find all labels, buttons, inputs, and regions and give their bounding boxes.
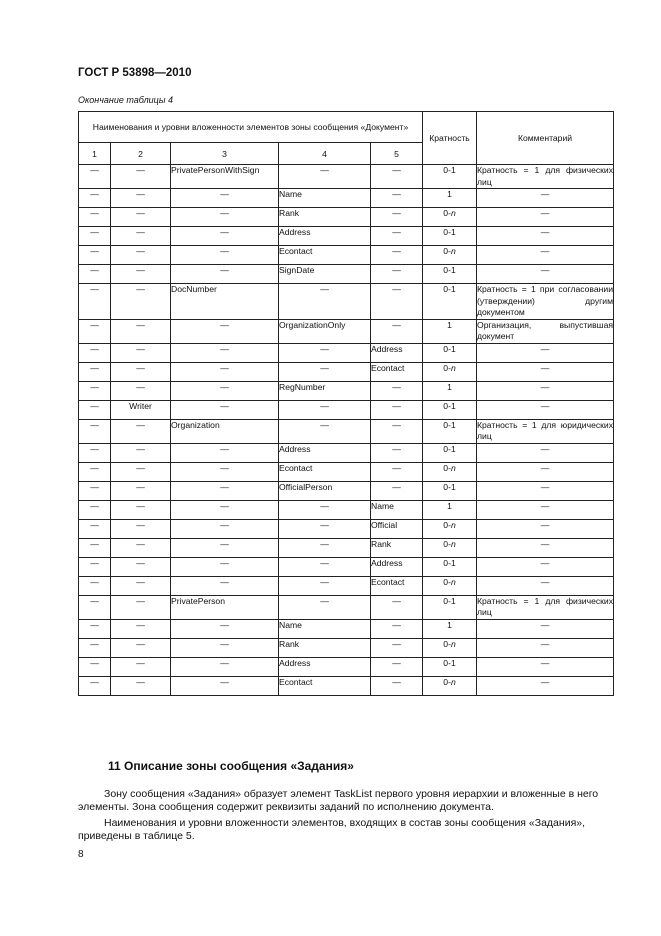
table-cell: — <box>171 227 279 246</box>
table-cell: 0-1 <box>423 400 477 419</box>
table-cell: — <box>111 619 171 638</box>
table-cell: — <box>79 265 111 284</box>
table-row <box>79 319 614 343</box>
table-cell: — <box>171 676 279 695</box>
table-cell: 0-1 <box>423 265 477 284</box>
table-cell: — <box>371 419 423 443</box>
table-cell: — <box>477 557 614 576</box>
elements-table <box>78 111 614 696</box>
table-cell: — <box>79 227 111 246</box>
table-cell: — <box>371 208 423 227</box>
table-cell: — <box>371 676 423 695</box>
table-cell: Writer <box>111 400 171 419</box>
table-cell: Econtact <box>371 576 423 595</box>
table-cell: 0-n <box>423 638 477 657</box>
table-cell: — <box>279 500 371 519</box>
table-cell: — <box>371 638 423 657</box>
table-cell: — <box>171 519 279 538</box>
table-row <box>79 246 614 265</box>
table-cell: — <box>477 481 614 500</box>
level-number: 2 <box>111 143 171 165</box>
table-cell: — <box>79 481 111 500</box>
table-cell: — <box>477 619 614 638</box>
table-row <box>79 208 614 227</box>
table-cell: — <box>79 538 111 557</box>
table-cell: 1 <box>423 319 477 343</box>
table-cell: — <box>111 462 171 481</box>
table-cell: — <box>111 481 171 500</box>
table-cell: — <box>371 381 423 400</box>
table-cell: — <box>477 246 614 265</box>
table-cell: — <box>477 227 614 246</box>
table-cell: Address <box>279 443 371 462</box>
body-paragraph: Наименования и уровни вложенности элементов, входящих в состав зоны сообщения «Задания», приведены в таблице 5. <box>78 817 586 842</box>
table-cell: Address <box>279 657 371 676</box>
table-cell: — <box>79 284 111 320</box>
table-cell: — <box>79 443 111 462</box>
table-cell: PrivatePerson <box>171 595 279 619</box>
table-cell: — <box>111 284 171 320</box>
header-multiplicity: Кратность <box>423 112 477 165</box>
table-row <box>79 400 614 419</box>
table-cell: — <box>79 519 111 538</box>
table-row <box>79 227 614 246</box>
table-cell: — <box>371 443 423 462</box>
table-cell: 0-1 <box>423 595 477 619</box>
table-cell: 1 <box>423 619 477 638</box>
table-cell: — <box>371 619 423 638</box>
table-row <box>79 284 614 320</box>
table-cell: — <box>477 462 614 481</box>
table-cell: — <box>79 246 111 265</box>
table-cell: — <box>279 284 371 320</box>
table-cell: — <box>477 362 614 381</box>
table-cell: — <box>111 519 171 538</box>
table-cell: — <box>171 208 279 227</box>
table-row <box>79 165 614 189</box>
table-cell: — <box>171 638 279 657</box>
table-cell: — <box>79 676 111 695</box>
table-cell: — <box>171 500 279 519</box>
table-cell: 0-1 <box>423 284 477 320</box>
table-cell: — <box>371 265 423 284</box>
table-cell: — <box>171 557 279 576</box>
table-cell: — <box>79 165 111 189</box>
table-cell: Econtact <box>371 362 423 381</box>
level-number: 3 <box>171 143 279 165</box>
table-cell: — <box>111 443 171 462</box>
table-cell: — <box>279 576 371 595</box>
table-cell: — <box>111 246 171 265</box>
table-cell: — <box>279 362 371 381</box>
table-cell: Address <box>371 557 423 576</box>
table-cell: Organization <box>171 419 279 443</box>
table-cell: — <box>171 381 279 400</box>
table-cell: — <box>477 676 614 695</box>
table-caption: Окончание таблицы 4 <box>78 95 173 105</box>
table-cell: — <box>279 557 371 576</box>
table-row <box>79 619 614 638</box>
table-body <box>79 165 614 696</box>
table-cell: — <box>477 265 614 284</box>
table-cell: Name <box>371 500 423 519</box>
table-cell: Econtact <box>279 676 371 695</box>
level-number: 5 <box>371 143 423 165</box>
header-comment: Комментарий <box>477 112 614 165</box>
table-cell: 0-1 <box>423 165 477 189</box>
table-cell: — <box>79 619 111 638</box>
table-row <box>79 638 614 657</box>
section-heading: 11 Описание зоны сообщения «Задания» <box>108 759 354 773</box>
table-cell: — <box>477 381 614 400</box>
table-cell: DocNumber <box>171 284 279 320</box>
table-cell: — <box>279 419 371 443</box>
table-cell: — <box>111 657 171 676</box>
table-cell: — <box>79 362 111 381</box>
table-row <box>79 443 614 462</box>
table-cell: Official <box>371 519 423 538</box>
table-cell: OrganizationOnly <box>279 319 371 343</box>
table-cell: — <box>279 519 371 538</box>
table-cell: — <box>79 419 111 443</box>
table-cell: — <box>171 362 279 381</box>
table-cell: — <box>79 189 111 208</box>
table-cell: — <box>371 246 423 265</box>
table-cell: — <box>79 319 111 343</box>
table-cell: 0-n <box>423 462 477 481</box>
level-number: 1 <box>79 143 111 165</box>
table-cell: — <box>477 400 614 419</box>
table-cell: Кратность = 1 для физических лиц <box>477 165 614 187</box>
table-cell: — <box>111 343 171 362</box>
table-cell: — <box>371 481 423 500</box>
table-cell: — <box>477 576 614 595</box>
table-row <box>79 676 614 695</box>
table-cell: — <box>79 343 111 362</box>
table-row <box>79 343 614 362</box>
header-group: Наименования и уровни вложенности элементов зоны сообщения «Документ» <box>79 112 423 143</box>
table-cell: — <box>111 362 171 381</box>
table-row <box>79 657 614 676</box>
table-cell: 0-1 <box>423 443 477 462</box>
table-cell: — <box>111 595 171 619</box>
table-cell: — <box>371 319 423 343</box>
table-cell: — <box>171 343 279 362</box>
table-cell: 0-1 <box>423 227 477 246</box>
table-row <box>79 576 614 595</box>
table-cell: — <box>79 208 111 227</box>
table-cell: — <box>111 227 171 246</box>
table-cell: — <box>171 400 279 419</box>
table-cell: — <box>477 638 614 657</box>
table-cell: Address <box>279 227 371 246</box>
table-cell: 0-1 <box>423 481 477 500</box>
table-cell: — <box>477 208 614 227</box>
table-cell: — <box>477 657 614 676</box>
table-row <box>79 595 614 619</box>
table-cell: — <box>79 576 111 595</box>
table-cell: — <box>279 400 371 419</box>
table-cell: 0-n <box>423 246 477 265</box>
table-cell: — <box>371 657 423 676</box>
table-cell: — <box>477 189 614 208</box>
table-cell: — <box>111 638 171 657</box>
table-cell: — <box>371 462 423 481</box>
table-cell: — <box>279 343 371 362</box>
table-cell: Организация, выпустившая документ <box>477 319 614 341</box>
body-paragraph: Зону сообщения «Задания» образует элемент TaskList первого уровня иерархии и вложенные в него элементы. Зона сообщения содержит реквизиты заданий по исполнению документа. <box>78 788 599 813</box>
table-cell: Rank <box>279 208 371 227</box>
table-cell: 0-n <box>423 576 477 595</box>
table-cell: — <box>371 595 423 619</box>
table-cell: — <box>111 500 171 519</box>
table-row <box>79 265 614 284</box>
table-cell: — <box>171 481 279 500</box>
table-cell: — <box>79 500 111 519</box>
table-cell: — <box>111 576 171 595</box>
table-cell: — <box>477 500 614 519</box>
table-cell: — <box>477 538 614 557</box>
table-cell: PrivatePersonWithSign <box>171 165 279 189</box>
table-row <box>79 362 614 381</box>
table-cell: OfficialPerson <box>279 481 371 500</box>
table-cell: — <box>111 165 171 189</box>
table-cell: — <box>171 189 279 208</box>
table-cell: RegNumber <box>279 381 371 400</box>
table-cell: — <box>171 319 279 343</box>
table-cell: Name <box>279 189 371 208</box>
table-cell: — <box>171 538 279 557</box>
table-cell: — <box>371 284 423 320</box>
table-cell: 0-n <box>423 362 477 381</box>
table-row <box>79 381 614 400</box>
table-cell: — <box>171 576 279 595</box>
table-cell: — <box>171 462 279 481</box>
table-cell: — <box>79 381 111 400</box>
table-cell: — <box>111 676 171 695</box>
table-cell: SignDate <box>279 265 371 284</box>
table-cell: 0-n <box>423 676 477 695</box>
table-cell: 0-n <box>423 538 477 557</box>
table-cell: — <box>111 538 171 557</box>
table-cell: — <box>371 227 423 246</box>
table-cell: — <box>111 381 171 400</box>
table-row <box>79 189 614 208</box>
table-cell: — <box>79 462 111 481</box>
table-cell: — <box>79 400 111 419</box>
table-cell: — <box>79 657 111 676</box>
table-row <box>79 519 614 538</box>
table-cell: — <box>111 419 171 443</box>
document-title: ГОСТ Р 53898—2010 <box>78 67 192 79</box>
table-cell: 1 <box>423 500 477 519</box>
table-cell: 1 <box>423 381 477 400</box>
table-cell: 0-1 <box>423 343 477 362</box>
table-cell: 0-n <box>423 519 477 538</box>
table-cell: Rank <box>371 538 423 557</box>
table-cell: 0-1 <box>423 657 477 676</box>
table-cell: 0-1 <box>423 419 477 443</box>
table-cell: — <box>171 246 279 265</box>
table-row <box>79 538 614 557</box>
page-number: 8 <box>78 849 84 860</box>
table-cell: — <box>111 265 171 284</box>
table-cell: — <box>477 443 614 462</box>
table-row <box>79 419 614 443</box>
table-row <box>79 557 614 576</box>
table-cell: Econtact <box>279 246 371 265</box>
table-cell: — <box>171 443 279 462</box>
table-cell: 0-n <box>423 208 477 227</box>
table-cell: — <box>171 657 279 676</box>
table-cell: — <box>111 557 171 576</box>
level-number: 4 <box>279 143 371 165</box>
table-cell: — <box>171 619 279 638</box>
table-cell: Кратность = 1 при согласовании (утверждении) другим документом <box>477 284 614 317</box>
table-cell: — <box>279 165 371 189</box>
table-cell: — <box>79 638 111 657</box>
table-cell: — <box>279 595 371 619</box>
table-cell: 1 <box>423 189 477 208</box>
table-cell: — <box>477 343 614 362</box>
table-cell: Кратность = 1 для юридических лиц <box>477 419 614 441</box>
table-cell: Rank <box>279 638 371 657</box>
table-row <box>79 500 614 519</box>
table-row <box>79 481 614 500</box>
table-cell: — <box>279 538 371 557</box>
table-cell: — <box>111 319 171 343</box>
table-cell: Econtact <box>279 462 371 481</box>
table-cell: — <box>79 595 111 619</box>
table-cell: 0-1 <box>423 557 477 576</box>
table-cell: — <box>79 557 111 576</box>
table-cell: Address <box>371 343 423 362</box>
table-cell: — <box>111 208 171 227</box>
table-cell: — <box>111 189 171 208</box>
table-row <box>79 462 614 481</box>
table-cell: — <box>371 400 423 419</box>
table-cell: Name <box>279 619 371 638</box>
table-cell: — <box>171 265 279 284</box>
table-cell: — <box>477 519 614 538</box>
table-cell: Кратность = 1 для физических лиц <box>477 595 614 617</box>
table-cell: — <box>371 189 423 208</box>
table-cell: — <box>371 165 423 189</box>
